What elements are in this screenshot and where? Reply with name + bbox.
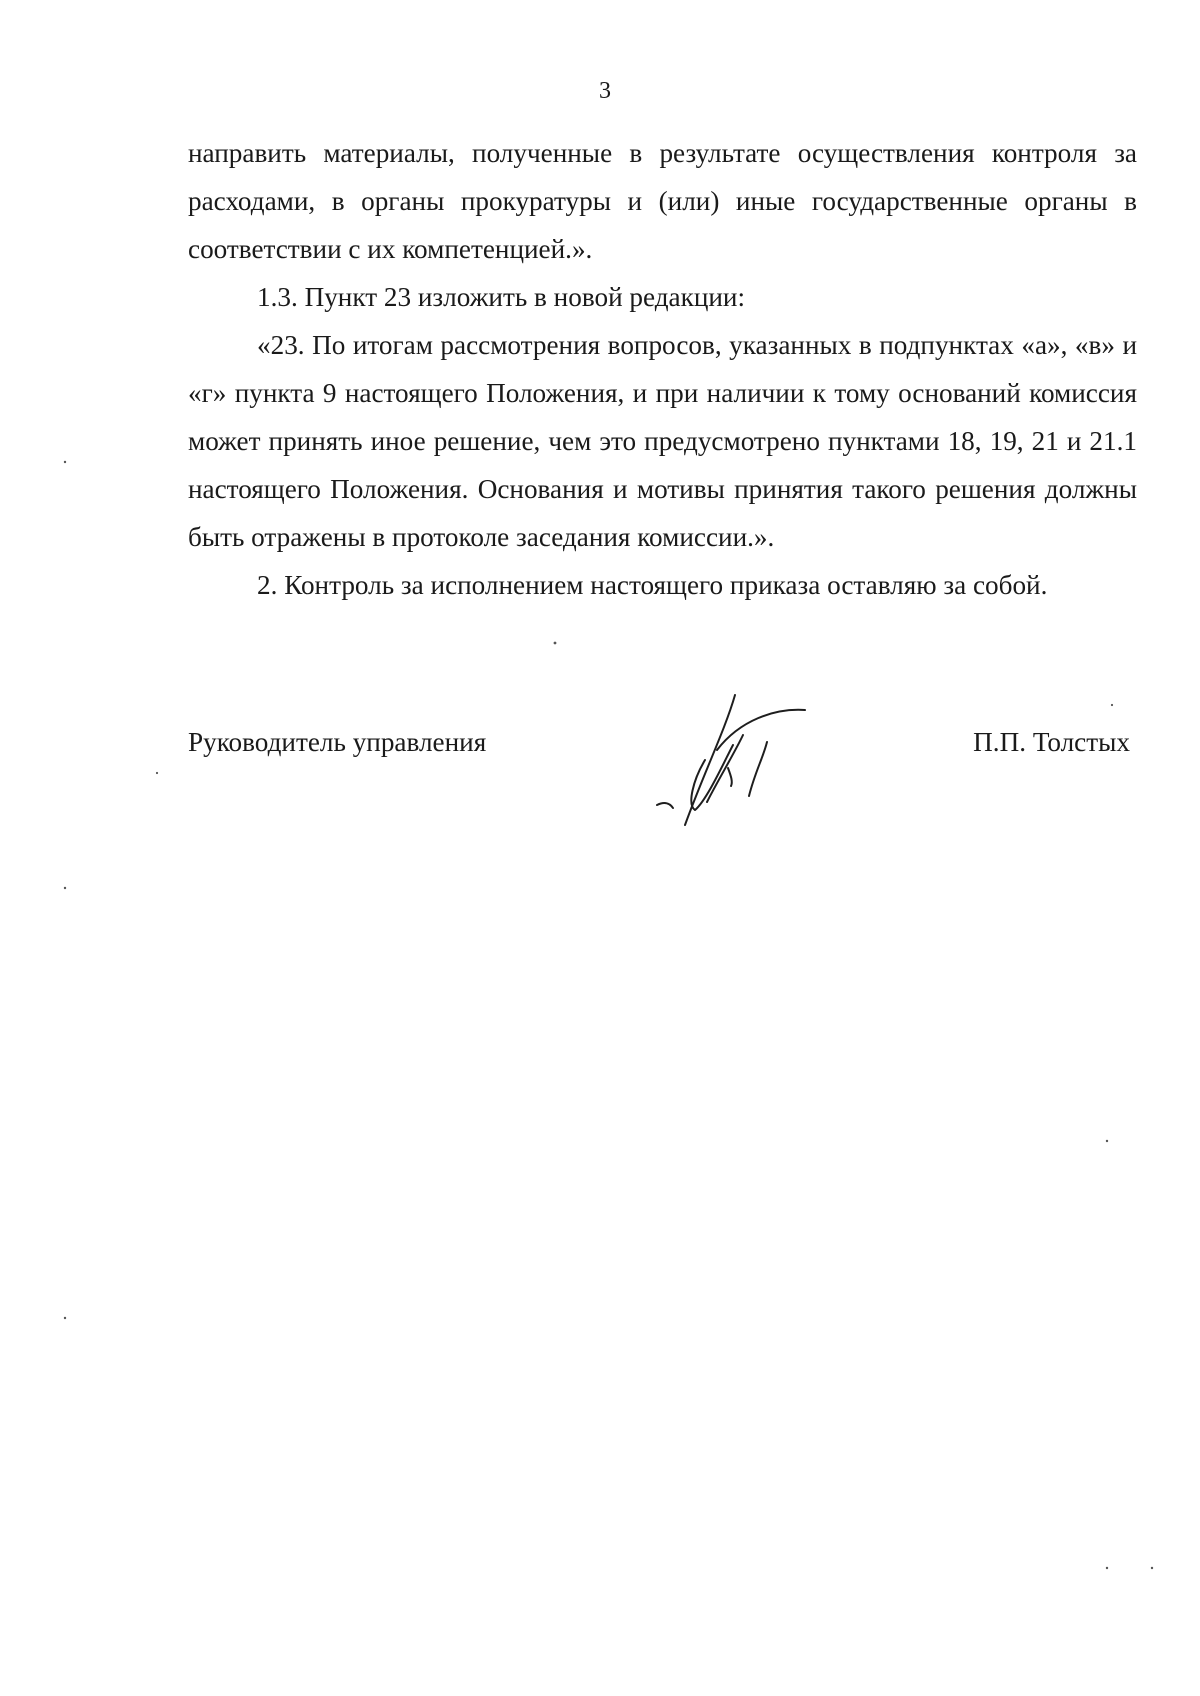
paragraph-item-23: «23. По итогам рассмотрения вопросов, указанных в подпунктах «а», «в» и «г» пункта 9 настоящего Положения, и при наличии к тому оснований комиссия может принять иное решение, чем это предусмотрено пунктами 18, 19, 21 и 21.1 настоящего Положения. Основания и мотивы принятия такого решения должны быть отражены в протоколе заседания комиссии.». — [188, 330, 1137, 552]
paragraph-item-1-3: 1.3. Пункт 23 изложить в новой редакции: — [257, 282, 746, 312]
paragraph-continuation: направить материалы, полученные в результате осуществления контроля за расходами, в органы прокуратуры и (или) иные государственные органы в соответствии с их компетенцией.». — [188, 138, 1137, 264]
signatory-position: Руководитель управления — [188, 727, 487, 757]
paragraph-item-2: 2. Контроль за исполнением настоящего приказа оставляю за собой. — [257, 570, 1048, 600]
signatory-name: П.П. Толстых — [973, 727, 1130, 757]
page-number: 3 — [599, 78, 611, 104]
handwritten-signature — [655, 690, 825, 830]
document-body — [188, 129, 1137, 609]
